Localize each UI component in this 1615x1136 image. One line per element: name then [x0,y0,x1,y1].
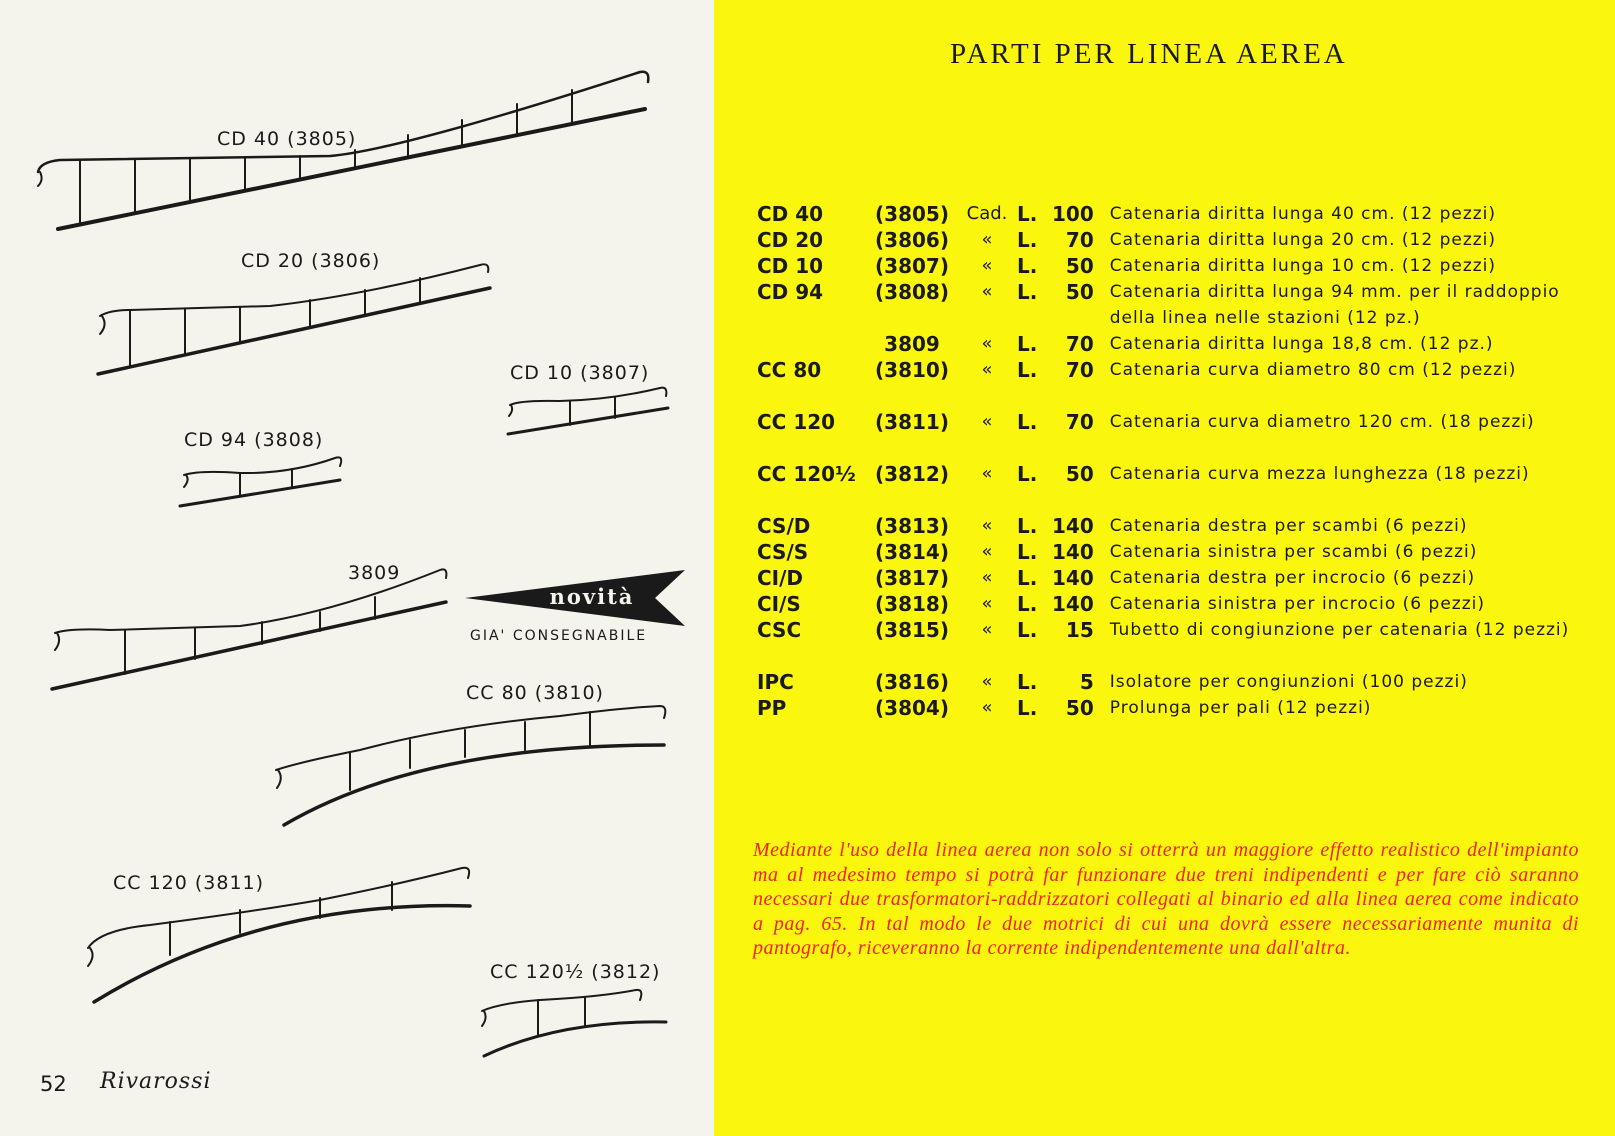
badge-caption: GIA' CONSEGNABILE [470,628,648,644]
catalog-number: (3818) [875,592,949,616]
catalog-number: (3811) [875,410,949,434]
table-row [757,227,1587,253]
catalog-number: (3806) [875,228,949,252]
description-cell: Catenaria curva diametro 80 cm (12 pezzi) [1109,360,1517,380]
currency-cell: L. [1017,410,1038,434]
unit-cell: « [981,359,993,380]
part-code: CD 94 [757,280,824,304]
parts-price-table [757,201,1587,721]
currency-cell: L. [1017,462,1038,486]
table-row [757,617,1587,669]
unit-cell: « [981,255,993,276]
catalog-number: (3813) [875,514,949,538]
currency-cell: L. [1017,514,1038,538]
unit-cell: « [981,463,993,484]
catalog-number: (3810) [875,358,949,382]
catenary-cc120half-drawing [482,990,666,1056]
unit-cell: Cad. [966,203,1008,224]
unit-cell: « [981,567,993,588]
price-cell: 70 [1065,358,1094,382]
price-cell: 100 [1052,202,1094,226]
description-cell: Catenaria diritta lunga 18,8 cm. (12 pz.) [1109,334,1494,354]
price-cell: 5 [1079,670,1094,694]
footnote: Mediante l'uso della linea aerea non solo si otterrà un maggiore effetto realistico dell'impianto ma al medesimo tempo si potrà far funzionare due treni indipendenti e per fare ciò saranno necessari due trasformatori-raddrizzatori collegati al binario ed alla linea aerea come indicato a pag. 65. In tal modo le due motrici di cui una dovrà essere necessariamente munita di pantografo, riceveranno la corrente indipendentemente una dall'altra. [753,839,1579,959]
label-cc80: CC 80 (3810) [466,682,604,704]
part-code: CI/S [757,592,801,616]
description-cell: Catenaria diritta lunga 10 cm. (12 pezzi) [1109,256,1497,276]
price-cell: 50 [1065,462,1094,486]
description-cell: Catenaria destra per scambi (6 pezzi) [1109,516,1468,536]
description-cell: Catenaria diritta lunga 20 cm. (12 pezzi) [1109,230,1497,250]
price-cell: 70 [1065,228,1094,252]
description-cell: Catenaria diritta lunga 40 cm. (12 pezzi) [1109,204,1497,224]
catalog-number: (3815) [875,618,949,642]
currency-cell: L. [1017,566,1038,590]
unit-cell: « [981,411,993,432]
currency-cell: L. [1017,618,1038,642]
catenary-cd10-drawing [508,388,668,434]
price-cell: 70 [1065,332,1094,356]
part-code: CSC [757,618,802,642]
catalog-number: (3816) [875,670,949,694]
label-cc120half: CC 120½ (3812) [490,961,661,983]
table-row [757,279,1587,331]
table-row [757,331,1587,357]
table-row [757,357,1587,409]
currency-cell: L. [1017,540,1038,564]
part-code: CD 20 [757,228,824,252]
label-cc120: CC 120 (3811) [113,872,265,894]
currency-cell: L. [1017,332,1038,356]
catenary-3809-drawing [52,569,446,689]
description-cell: Prolunga per pali (12 pezzi) [1109,698,1372,718]
unit-cell: « [981,229,993,250]
part-code: CD 40 [757,202,824,226]
catalog-number: (3812) [875,462,949,486]
currency-cell: L. [1017,228,1038,252]
currency-cell: L. [1017,254,1038,278]
catalog-number: (3817) [875,566,949,590]
brand-logo: Rivarossi [100,1069,212,1094]
catalog-number: (3805) [875,202,949,226]
catenary-cd40-drawing [38,72,648,229]
label-cd94: CD 94 (3808) [184,429,324,451]
price-cell: 50 [1065,696,1094,720]
page-number: 52 [40,1072,67,1096]
catenary-cd20-drawing [98,264,490,374]
price-cell: 50 [1065,254,1094,278]
part-code: CI/D [757,566,804,590]
price-cell: 140 [1052,592,1094,616]
catalog-number: 3809 [884,332,940,356]
unit-cell: « [981,515,993,536]
price-cell: 50 [1065,280,1094,304]
table-row [757,253,1587,279]
part-code: IPC [757,670,794,694]
part-code: CD 10 [757,254,824,278]
currency-cell: L. [1017,670,1038,694]
description-cell: Isolatore per congiunzioni (100 pezzi) [1109,672,1468,692]
catenary-cd94-drawing [180,457,341,506]
label-3809: 3809 [348,562,401,584]
page-title: PARTI PER LINEA AEREA [950,38,1348,70]
table-row [757,695,1587,721]
label-cd40: CD 40 (3805) [217,128,357,150]
price-cell: 140 [1052,566,1094,590]
description-cell: Catenaria diritta lunga 94 mm. per il raddoppio della linea nelle stazioni (12 pz.) [1109,282,1560,328]
table-row [757,591,1587,617]
catalog-number: (3814) [875,540,949,564]
currency-cell: L. [1017,202,1038,226]
description-cell: Tubetto di congiunzione per catenaria (12 pezzi) [1109,620,1570,640]
description-cell: Catenaria sinistra per incrocio (6 pezzi) [1109,594,1485,614]
description-cell: Catenaria sinistra per scambi (6 pezzi) [1109,542,1478,562]
unit-cell: « [981,619,993,640]
unit-cell: « [981,333,993,354]
catalog-number: (3807) [875,254,949,278]
price-cell: 70 [1065,410,1094,434]
label-cd10: CD 10 (3807) [510,362,650,384]
part-code: CS/S [757,540,809,564]
part-code: PP [757,696,787,720]
unit-cell: « [981,671,993,692]
unit-cell: « [981,281,993,302]
table-row [757,539,1587,565]
catenary-cc80-drawing [276,706,665,825]
description-cell: Catenaria destra per incrocio (6 pezzi) [1109,568,1476,588]
part-code: CC 120½ [757,462,856,486]
novita-badge-text: novità [549,584,635,609]
currency-cell: L. [1017,696,1038,720]
table-row [757,461,1587,513]
label-cd20: CD 20 (3806) [241,250,381,272]
part-code [757,331,867,357]
part-code: CS/D [757,514,811,538]
catalog-number: (3804) [875,696,949,720]
currency-cell: L. [1017,280,1038,304]
unit-cell: « [981,593,993,614]
table-row [757,201,1587,227]
part-code: CC 80 [757,358,822,382]
currency-cell: L. [1017,592,1038,616]
table-row [757,565,1587,591]
table-row [757,669,1587,695]
description-cell: Catenaria curva diametro 120 cm. (18 pezzi) [1109,412,1535,432]
price-cell: 140 [1052,540,1094,564]
part-code: CC 120 [757,410,836,434]
left-page [0,0,714,1136]
price-cell: 15 [1065,618,1094,642]
unit-cell: « [981,697,993,718]
unit-cell: « [981,541,993,562]
price-cell: 140 [1052,514,1094,538]
table-row [757,409,1587,461]
table-row [757,513,1587,539]
currency-cell: L. [1017,358,1038,382]
catalog-number: (3808) [875,280,949,304]
description-cell: Catenaria curva mezza lunghezza (18 pezzi) [1109,464,1530,484]
